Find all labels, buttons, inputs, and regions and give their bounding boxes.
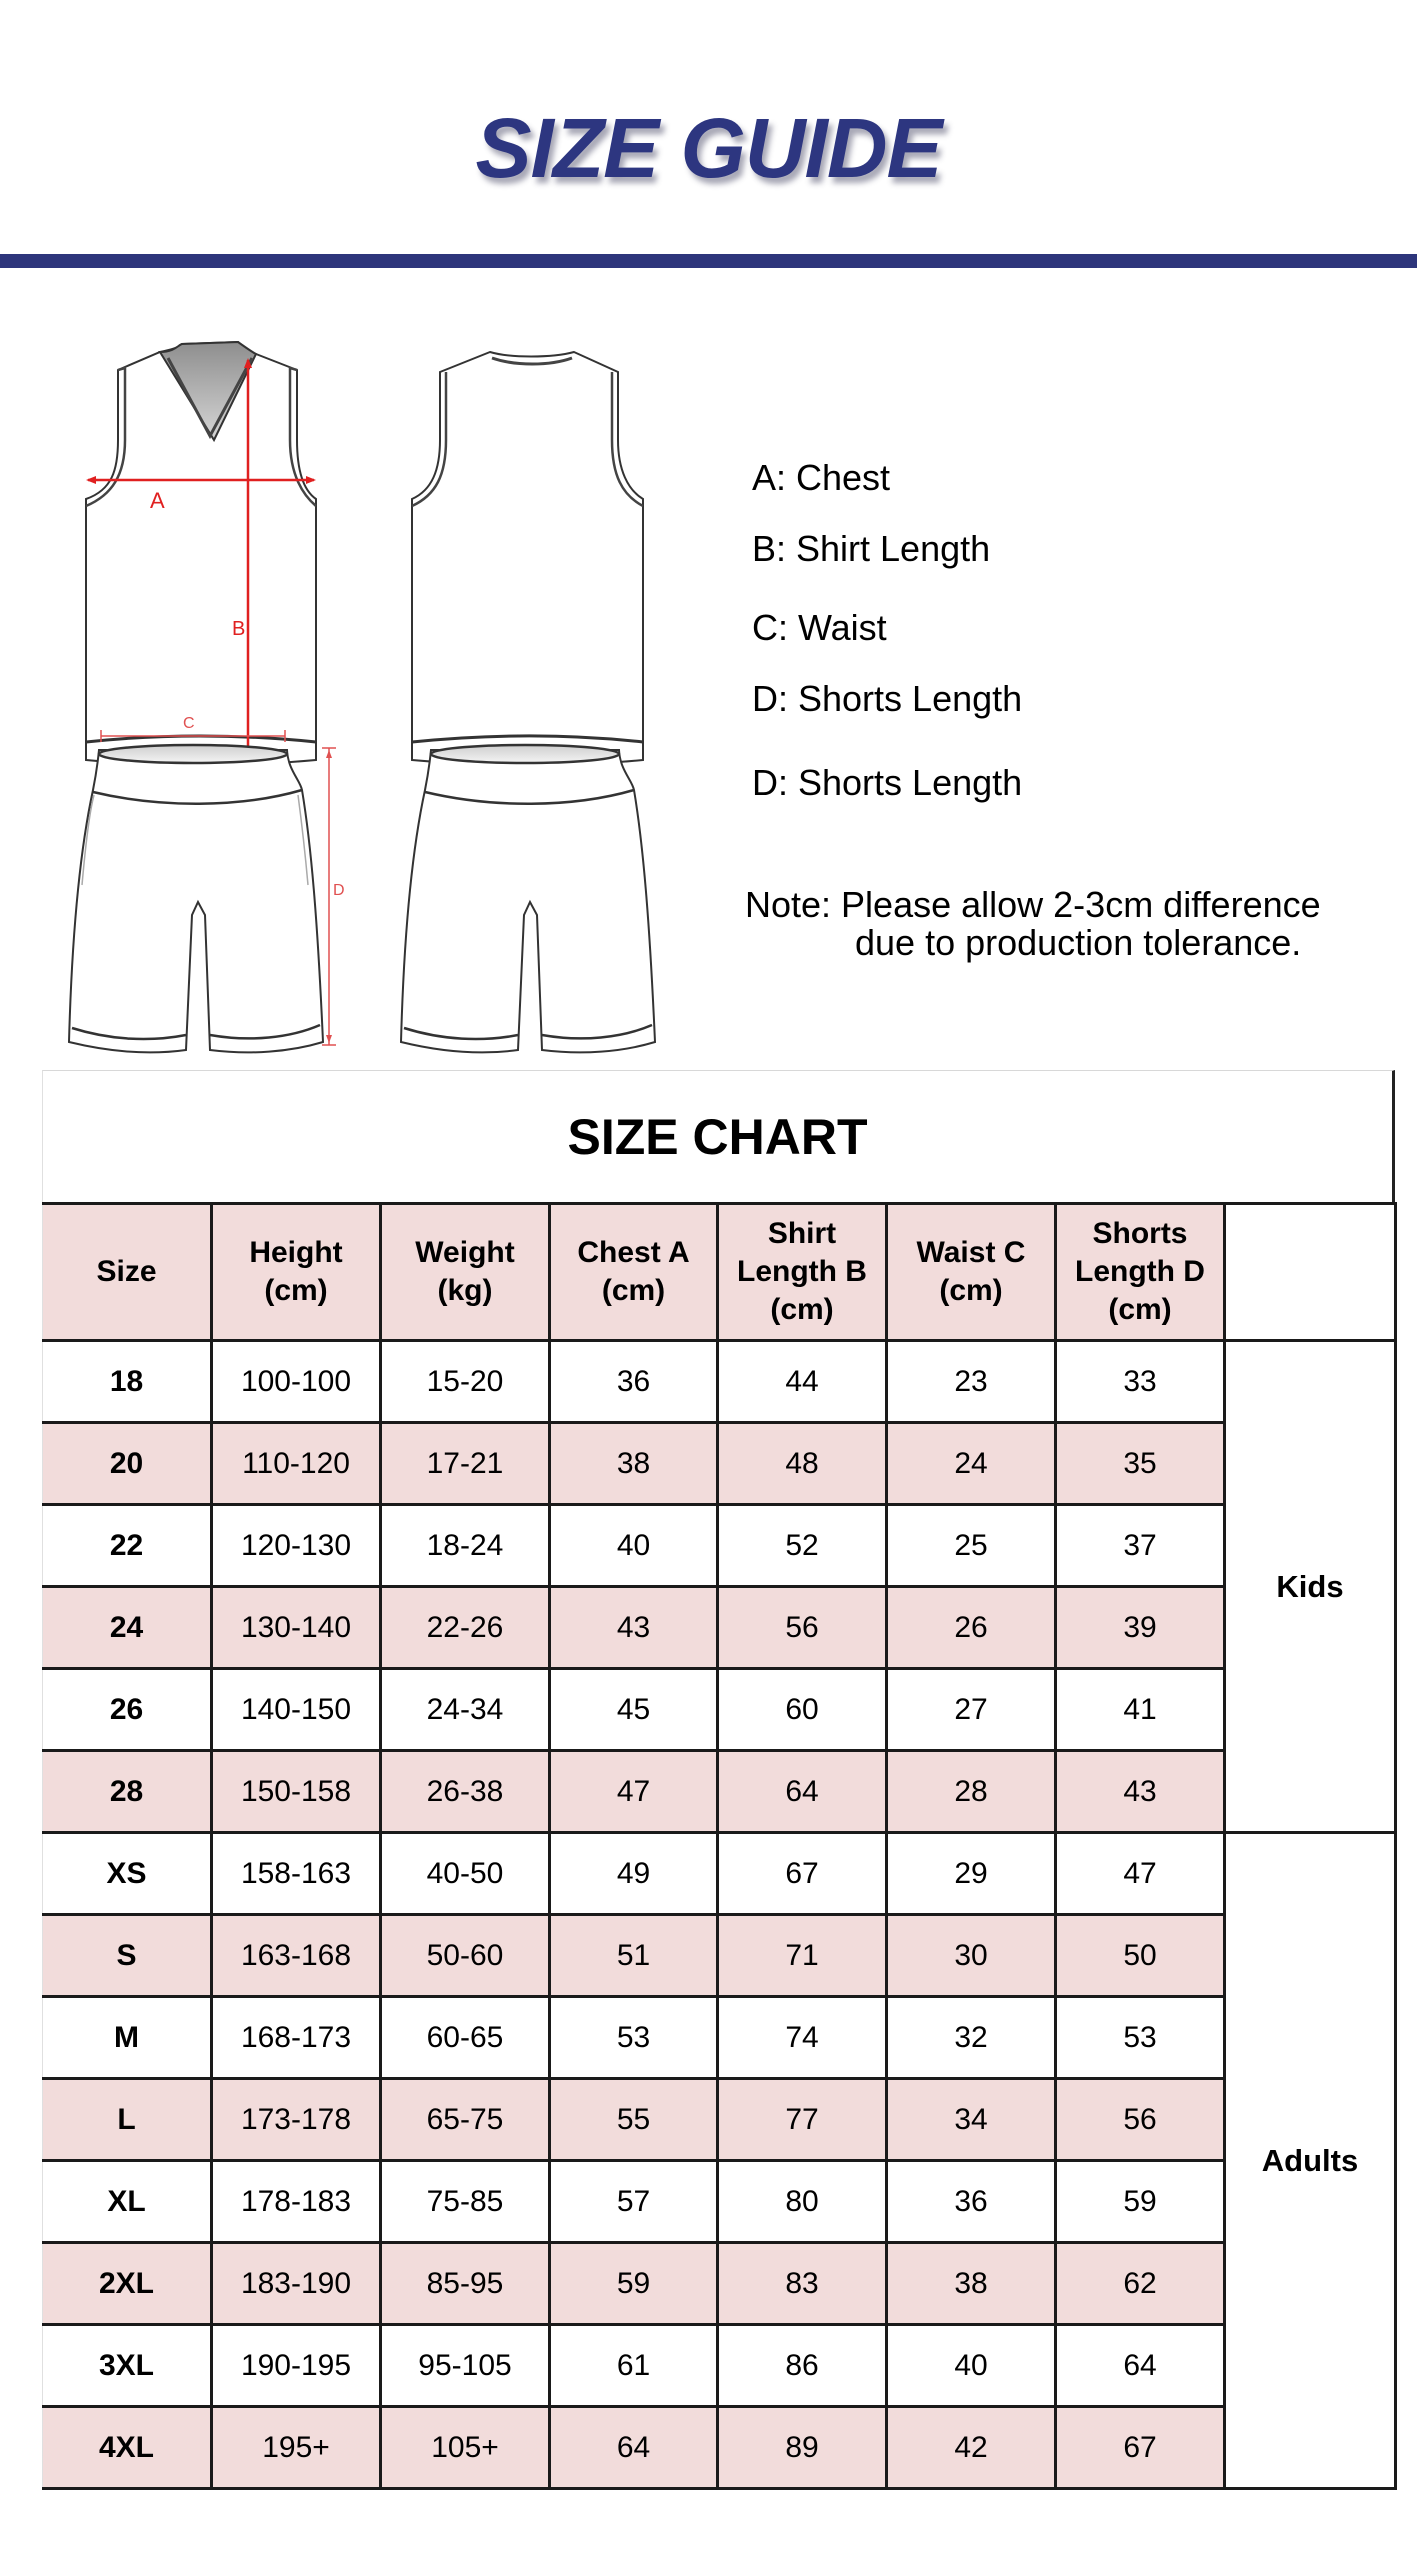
cell-waist: 24 [887, 1423, 1056, 1505]
cell-size: 3XL [43, 2325, 212, 2407]
title-divider-band [0, 254, 1417, 268]
cell-height: 163-168 [212, 1915, 381, 1997]
cell-waist: 26 [887, 1587, 1056, 1669]
cell-shirt-length: 52 [718, 1505, 887, 1587]
cell-chest: 40 [550, 1505, 718, 1587]
cell-waist: 30 [887, 1915, 1056, 1997]
cell-height: 140-150 [212, 1669, 381, 1751]
column-header-line: Chest A [577, 1236, 690, 1269]
cell-waist: 28 [887, 1751, 1056, 1833]
cell-size: 2XL [43, 2243, 212, 2325]
tolerance-note [745, 886, 1415, 962]
cell-height: 168-173 [212, 1997, 381, 2079]
size-chart [42, 1070, 1395, 2490]
jersey-front-icon [86, 342, 316, 765]
cell-shirt-length: 71 [718, 1915, 887, 1997]
table-row [43, 2243, 1396, 2325]
cell-shirt-length: 80 [718, 2161, 887, 2243]
cell-waist: 34 [887, 2079, 1056, 2161]
cell-shorts-length: 41 [1056, 1669, 1225, 1751]
measure-label-b: B [232, 618, 246, 640]
column-header-group [1225, 1204, 1396, 1341]
cell-weight: 95-105 [381, 2325, 550, 2407]
cell-weight: 15-20 [381, 1341, 550, 1423]
cell-shorts-length: 53 [1056, 1997, 1225, 2079]
cell-shorts-length: 37 [1056, 1505, 1225, 1587]
table-row [43, 2079, 1396, 2161]
column-header-line: Shirt [767, 1217, 837, 1250]
cell-weight: 65-75 [381, 2079, 550, 2161]
column-header-line: Height [249, 1236, 343, 1269]
note-line-1: Note: Please allow 2-3cm difference [745, 884, 1321, 925]
cell-shorts-length: 43 [1056, 1751, 1225, 1833]
page-title: SIZE GUIDE [475, 101, 942, 195]
cell-waist: 40 [887, 2325, 1056, 2407]
cell-shorts-length: 47 [1056, 1833, 1225, 1915]
cell-shorts-length: 50 [1056, 1915, 1225, 1997]
table-header-row [43, 1204, 1396, 1341]
column-header-size [43, 1204, 212, 1341]
cell-shorts-length: 56 [1056, 2079, 1225, 2161]
cell-size: XS [43, 1833, 212, 1915]
column-header-height [212, 1204, 381, 1341]
column-header-line: (cm) [1108, 1293, 1172, 1326]
cell-shirt-length: 48 [718, 1423, 887, 1505]
cell-weight: 24-34 [381, 1669, 550, 1751]
cell-weight: 50-60 [381, 1915, 550, 1997]
group-label-kids: Kids [1225, 1341, 1396, 1833]
cell-size: 28 [43, 1751, 212, 1833]
cell-height: 100-100 [212, 1341, 381, 1423]
cell-size: S [43, 1915, 212, 1997]
cell-weight: 26-38 [381, 1751, 550, 1833]
cell-weight: 22-26 [381, 1587, 550, 1669]
cell-waist: 36 [887, 2161, 1056, 2243]
column-header-shorts-length-d [1056, 1204, 1225, 1341]
shorts-front-icon [69, 745, 323, 1052]
cell-waist: 27 [887, 1669, 1056, 1751]
cell-waist: 32 [887, 1997, 1056, 2079]
cell-chest: 64 [550, 2407, 718, 2489]
cell-weight: 75-85 [381, 2161, 550, 2243]
table-row [43, 1505, 1396, 1587]
cell-chest: 47 [550, 1751, 718, 1833]
cell-shorts-length: 35 [1056, 1423, 1225, 1505]
cell-size: L [43, 2079, 212, 2161]
cell-chest: 38 [550, 1423, 718, 1505]
table-row [43, 1915, 1396, 1997]
table-row [43, 1423, 1396, 1505]
cell-shorts-length: 59 [1056, 2161, 1225, 2243]
cell-chest: 43 [550, 1587, 718, 1669]
cell-size: 4XL [43, 2407, 212, 2489]
legend-item-shorts-length: D: Shorts Length [752, 678, 1023, 719]
table-row [43, 1341, 1396, 1423]
measure-label-d: D [333, 882, 345, 899]
column-header-line: (cm) [939, 1274, 1003, 1307]
cell-shirt-length: 44 [718, 1341, 887, 1423]
cell-size: XL [43, 2161, 212, 2243]
column-header-line: (kg) [437, 1274, 493, 1307]
table-row [43, 2161, 1396, 2243]
cell-shirt-length: 86 [718, 2325, 887, 2407]
size-table [42, 1202, 1397, 2490]
legend-item-shorts-length-2: D: Shorts Length [752, 762, 1023, 803]
cell-chest: 61 [550, 2325, 718, 2407]
size-chart-title: SIZE CHART [42, 1070, 1395, 1202]
cell-weight: 60-65 [381, 1997, 550, 2079]
cell-weight: 17-21 [381, 1423, 550, 1505]
column-header-line: Waist C [916, 1236, 1026, 1269]
cell-height: 190-195 [212, 2325, 381, 2407]
column-header-chest-a [550, 1204, 718, 1341]
cell-shirt-length: 56 [718, 1587, 887, 1669]
cell-chest: 45 [550, 1669, 718, 1751]
column-header-line: Shorts [1092, 1217, 1188, 1250]
cell-shorts-length: 62 [1056, 2243, 1225, 2325]
column-header-line: Size [96, 1255, 157, 1288]
table-row [43, 1997, 1396, 2079]
cell-weight: 18-24 [381, 1505, 550, 1587]
cell-height: 173-178 [212, 2079, 381, 2161]
table-row [43, 2325, 1396, 2407]
cell-height: 120-130 [212, 1505, 381, 1587]
table-row [43, 1587, 1396, 1669]
cell-waist: 42 [887, 2407, 1056, 2489]
garment-diagram [0, 330, 720, 1050]
cell-size: 22 [43, 1505, 212, 1587]
cell-shirt-length: 64 [718, 1751, 887, 1833]
cell-height: 183-190 [212, 2243, 381, 2325]
cell-size: M [43, 1997, 212, 2079]
jersey-back-icon [412, 352, 643, 765]
column-header-line: Length D [1075, 1255, 1205, 1288]
cell-chest: 49 [550, 1833, 718, 1915]
cell-weight: 105+ [381, 2407, 550, 2489]
measure-label-c: C [183, 715, 195, 732]
cell-shorts-length: 33 [1056, 1341, 1225, 1423]
cell-chest: 55 [550, 2079, 718, 2161]
cell-height: 150-158 [212, 1751, 381, 1833]
cell-size: 24 [43, 1587, 212, 1669]
group-label-adults: Adults [1225, 1833, 1396, 2489]
cell-size: 20 [43, 1423, 212, 1505]
measure-label-a: A [150, 488, 165, 513]
cell-size: 18 [43, 1341, 212, 1423]
table-row [43, 2407, 1396, 2489]
cell-shorts-length: 67 [1056, 2407, 1225, 2489]
cell-weight: 40-50 [381, 1833, 550, 1915]
cell-waist: 29 [887, 1833, 1056, 1915]
column-header-shirt-length-b [718, 1204, 887, 1341]
column-header-waist-c [887, 1204, 1056, 1341]
column-header-line: Length B [737, 1255, 867, 1288]
column-header-line: (cm) [264, 1274, 328, 1307]
cell-height: 110-120 [212, 1423, 381, 1505]
column-header-line: (cm) [601, 1274, 666, 1307]
cell-chest: 53 [550, 1997, 718, 2079]
table-row [43, 1833, 1396, 1915]
cell-chest: 36 [550, 1341, 718, 1423]
cell-height: 195+ [212, 2407, 381, 2489]
cell-waist: 25 [887, 1505, 1056, 1587]
cell-waist: 38 [887, 2243, 1056, 2325]
table-row [43, 1751, 1396, 1833]
cell-chest: 57 [550, 2161, 718, 2243]
cell-weight: 85-95 [381, 2243, 550, 2325]
cell-shirt-length: 83 [718, 2243, 887, 2325]
cell-shirt-length: 77 [718, 2079, 887, 2161]
table-row [43, 1669, 1396, 1751]
column-header-weight [381, 1204, 550, 1341]
cell-height: 130-140 [212, 1587, 381, 1669]
cell-shirt-length: 60 [718, 1669, 887, 1751]
column-header-line: (cm) [770, 1293, 834, 1326]
cell-shorts-length: 39 [1056, 1587, 1225, 1669]
cell-waist: 23 [887, 1341, 1056, 1423]
cell-shirt-length: 67 [718, 1833, 887, 1915]
column-header-line: Weight [415, 1236, 515, 1269]
cell-height: 178-183 [212, 2161, 381, 2243]
cell-chest: 59 [550, 2243, 718, 2325]
legend-item-chest: A: Chest [752, 457, 891, 498]
shorts-back-icon [401, 745, 655, 1052]
legend-item-waist: C: Waist [752, 607, 887, 648]
cell-size: 26 [43, 1669, 212, 1751]
cell-shirt-length: 74 [718, 1997, 887, 2079]
legend-item-shirt-length: B: Shirt Length [752, 528, 991, 569]
cell-height: 158-163 [212, 1833, 381, 1915]
cell-shirt-length: 89 [718, 2407, 887, 2489]
note-line-2: due to production tolerance. [855, 922, 1302, 963]
garment-illustration [0, 330, 720, 1060]
cell-shorts-length: 64 [1056, 2325, 1225, 2407]
cell-chest: 51 [550, 1915, 718, 1997]
